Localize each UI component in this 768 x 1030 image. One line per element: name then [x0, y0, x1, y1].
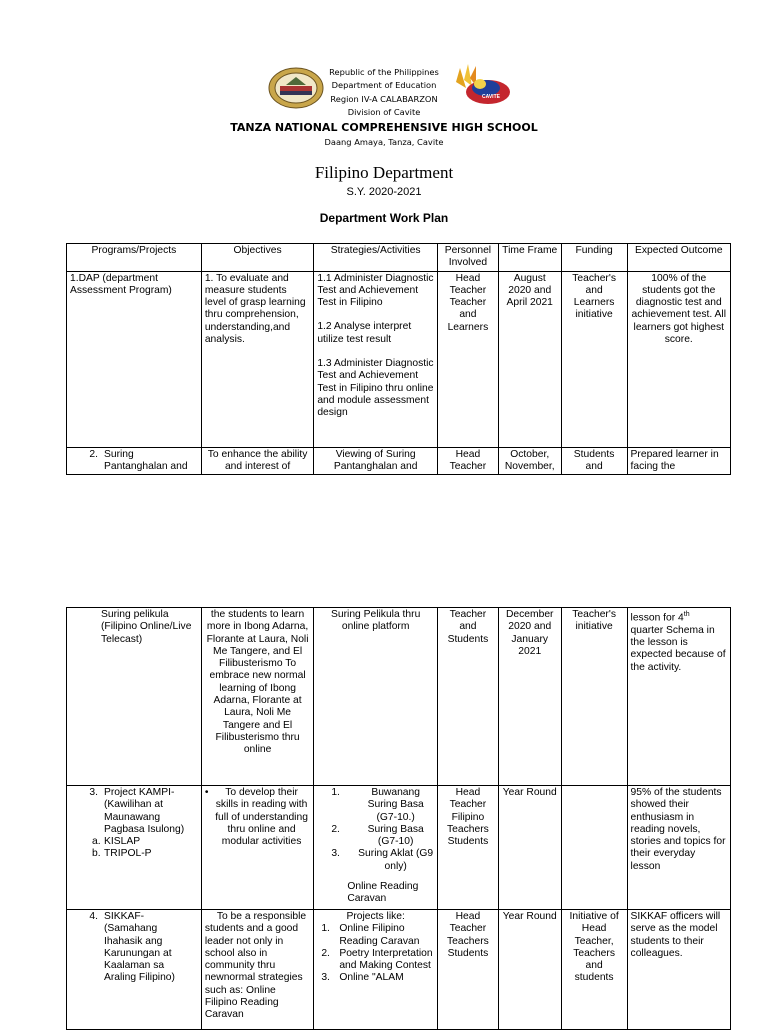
- strategy-number: 1.: [321, 923, 330, 935]
- strategy-cell: [314, 271, 438, 447]
- table-row: [67, 447, 731, 475]
- header-line-1: Republic of the Philippines: [329, 67, 439, 77]
- work-plan-table-page2: [66, 607, 731, 1030]
- table-row: [67, 786, 731, 910]
- school-name: TANZA NATIONAL COMPREHENSIVE HIGH SCHOOL: [230, 121, 538, 134]
- objective-cell: [201, 786, 314, 910]
- strategy-item: [331, 824, 434, 849]
- table-row: [67, 271, 731, 447]
- outcome-cell: SIKKAF officers will serve as the model students to their colleagues.: [627, 910, 730, 1030]
- strategy-number: 1.: [331, 787, 340, 798]
- time-frame-cell: October, November,: [498, 447, 561, 475]
- col-header-personnel: Personnel Involved: [438, 244, 499, 272]
- personnel-cell: Head Teacher Filipino Teachers Students: [438, 786, 499, 910]
- outcome-text-a: lesson for 4: [630, 612, 684, 624]
- strategy-text: Suring Basa (G7-10): [367, 823, 424, 848]
- sub-item-number: a.: [92, 836, 101, 848]
- funding-cell: Initiative of Head Teacher, Teachers and students: [561, 910, 627, 1030]
- outcome-cell: Prepared learner in facing the: [627, 447, 730, 475]
- col-header-outcome: Expected Outcome: [627, 244, 730, 272]
- strategy-number: 2.: [321, 947, 330, 959]
- time-frame-cell: August 2020 and April 2021: [498, 271, 561, 447]
- table-row: [67, 608, 731, 786]
- strategy-number: 3.: [321, 972, 330, 984]
- program-number: 2.: [89, 448, 98, 460]
- division-logo-text: CAVITE: [482, 94, 500, 100]
- objective-text: To develop their skills in reading with full of understanding thru online and modular activities: [215, 787, 308, 848]
- strategy-item: [331, 787, 434, 824]
- col-header-time-frame: Time Frame: [498, 244, 561, 272]
- strategy-item: 1.2 Analyse interpret utilize test result: [317, 321, 412, 345]
- personnel-cell: Head Teacher: [438, 447, 499, 475]
- strategy-item: [321, 923, 434, 948]
- outcome-cell: 100% of the students got the diagnostic test and achievement test. All learners got highest score.: [627, 271, 730, 447]
- time-frame-cell: December 2020 and January 2021: [498, 608, 561, 786]
- funding-cell: Students and: [561, 447, 627, 475]
- outcome-text-b: quarter Schema in the lesson is expected because of the activity.: [630, 624, 726, 673]
- strategy-text: Online Filipino Reading Caravan: [339, 923, 420, 947]
- department-title: Filipino Department: [314, 163, 454, 182]
- personnel-cell: Head Teacher Teachers Students: [438, 910, 499, 1030]
- objective-cell: [201, 910, 314, 1030]
- strategy-extra: Online Reading Caravan: [347, 881, 419, 905]
- table-row: [67, 910, 731, 1030]
- strategy-text: Poetry Interpretation and Making Contest: [339, 947, 433, 972]
- work-plan-table-page1: [66, 243, 731, 475]
- strategy-text: Buwanang Suring Basa (G7-10.): [367, 787, 424, 823]
- program-cell: [67, 786, 202, 910]
- outcome-superscript: th: [683, 611, 690, 618]
- school-year: S.Y. 2020-2021: [346, 186, 422, 198]
- outcome-cell: 95% of the students showed their enthusiasm in reading novels, stories and topics for their everyday lesson: [627, 786, 730, 910]
- strategy-number: 2.: [331, 823, 340, 835]
- program-cell: Suring pelikula (Filipino Online/Live Telecast): [67, 608, 202, 786]
- program-cell: 1.DAP (department Assessment Program): [67, 271, 202, 447]
- strategy-item: [321, 972, 434, 984]
- strategy-cell: [314, 910, 438, 1030]
- strategy-item: [331, 848, 434, 873]
- personnel-cell: Teacher and Students: [438, 608, 499, 786]
- work-plan-title: Department Work Plan: [319, 211, 449, 225]
- time-frame-cell: Year Round: [498, 910, 561, 1030]
- time-frame-cell: Year Round: [498, 786, 561, 910]
- sub-item-label: KISLAP: [104, 836, 141, 848]
- strategy-cell: [314, 786, 438, 910]
- strategy-text: Online "ALAM: [339, 972, 404, 984]
- sub-item-number: b.: [92, 848, 101, 860]
- program-cell: [67, 910, 202, 1030]
- objective-cell: the students to learn more in Ibong Adarna, Florante at Laura, Noli Me Tangere, and El Filibusterismo To embrace new normal learning of Ibong Adarna, Florante at Laura, Noli Me Tangere and El Filibusterismo thru online: [201, 608, 314, 786]
- strategy-cell: Viewing of Suring Pantanghalan and: [314, 447, 438, 475]
- table-header-row: [67, 244, 731, 272]
- outcome-cell: [627, 608, 730, 786]
- program-number: 4.: [89, 911, 98, 922]
- program-name: Project KAMPI- (Kawilihan at Maunawang Pagbasa Isulong): [104, 787, 185, 835]
- strategy-item: 1.3 Administer Diagnostic Test and Achievement Test in Filipino thru online and module assessment design: [317, 358, 434, 419]
- objective-cell: To enhance the ability and interest of: [201, 447, 314, 475]
- bullet-glyph: •: [204, 787, 209, 798]
- header-line-2: Department of Education: [331, 80, 437, 90]
- school-address: Daang Amaya, Tanza, Cavite: [324, 137, 444, 147]
- strategy-cell: Suring Pelikula thru online platform: [314, 608, 438, 786]
- program-number: 3.: [89, 787, 98, 798]
- strategy-number: 3.: [331, 848, 340, 860]
- strategy-item: [321, 948, 434, 973]
- strategy-text: Suring Aklat (G9 only): [358, 848, 434, 872]
- funding-cell: Teacher's and Learners initiative: [561, 271, 627, 447]
- strategy-intro: Projects like:: [346, 911, 405, 922]
- header-line-4: Division of Cavite: [347, 107, 421, 117]
- funding-cell: Teacher's initiative: [561, 608, 627, 786]
- col-header-funding: Funding: [561, 244, 627, 272]
- sub-item-label: TRIPOL-P: [104, 848, 152, 860]
- header-line-3: Region IV-A CALABARZON: [330, 94, 438, 104]
- program-cell: [67, 447, 202, 475]
- funding-cell: [561, 786, 627, 910]
- personnel-cell: Head Teacher Teacher and Learners: [438, 271, 499, 447]
- strategy-item: 1.1 Administer Diagnostic Test and Achievement Test in Filipino: [317, 272, 434, 309]
- objective-text: To be a responsible students and a good leader not only in school also in community thru newnormal strategies such as: Online Filipino Reading Caravan: [204, 911, 307, 1021]
- col-header-strategies: Strategies/Activities: [314, 244, 438, 272]
- col-header-objectives: Objectives: [201, 244, 314, 272]
- program-name: Suring Pantanghalan and: [104, 448, 188, 472]
- objective-cell: 1. To evaluate and measure students level of grasp learning thru comprehension, understanding,and analysis.: [201, 271, 314, 447]
- program-name: SIKKAF- (Samahang Ihahasik ang Karunungan at Kaalaman sa Araling Filipino): [104, 911, 175, 984]
- col-header-programs: Programs/Projects: [67, 244, 202, 272]
